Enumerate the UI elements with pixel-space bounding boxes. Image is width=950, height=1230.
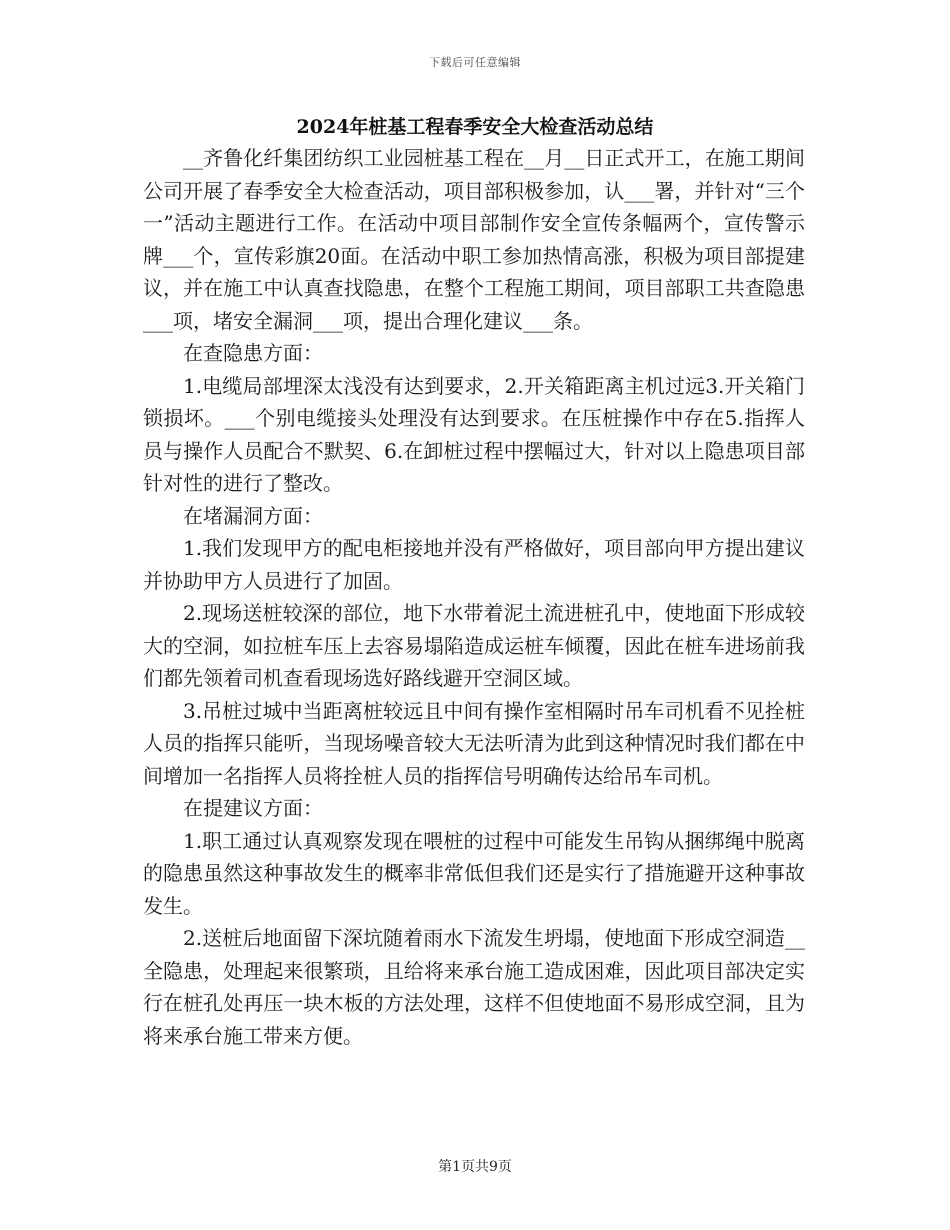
paragraph-hazards-list: 1.电缆局部埋深太浅没有达到要求，2.开关箱距离主机过远3.开关箱门锁损坏。___个别电缆接头处理没有达到要求。在压桩操作中存在5.指挥人员与操作人员配合不默契、6.在卸桩过程中摆幅过大，针对以上隐患项目部针对性的进行了整改。 [143,373,805,495]
section-heading-loopholes: 在堵漏洞方面： [183,503,323,528]
paragraph-suggestion-2: 2.送桩后地面留下深坑随着雨水下流发生坍塌，使地面下形成空洞造__全隐患，处理起来很繁琐，且给将来承台施工造成困难，因此项目部决定实行在桩孔处再压一块木板的方法处理，这样不但使地面不易形成空洞，且为将来承台施工带来方便。 [143,926,805,1048]
document-body [143,142,805,1052]
paragraph-suggestion-1: 1.职工通过认真观察发现在喂桩的过程中可能发生吊钩从捆绑绳中脱离的隐患虽然这种事故发生的概率非常低但我们还是实行了措施避开这种事故发生。 [143,828,805,918]
section-heading-hazards: 在查隐患方面： [183,341,323,365]
document-title: 2024年桩基工程春季安全大检查活动总结 [296,116,654,138]
header-note: 下载后可任意编辑 [429,56,521,69]
paragraph-loophole-1: 1.我们发现甲方的配电柜接地并没有严格做好，项目部向甲方提出建议并协助甲方人员进行了加固。 [143,536,805,593]
page-footer: 第1页共9页 [438,1159,512,1175]
section-heading-suggestions: 在提建议方面： [183,796,323,820]
paragraph-intro: __齐鲁化纤集团纺织工业园桩基工程在__月__日正式开工，在施工期间公司开展了春季安全大检查活动，项目部积极参加，认___署，并针对“三个一”活动主题进行工作。在活动中项目部制作安全宣传条幅两个，宣传警示牌___个，宣传彩旗20面。在活动中职工参加热情高涨，积极为项目部提建议，并在施工中认真查找隐患，在整个工程施工期间，项目部职工共查隐患___项，堵安全漏洞___项，提出合理化建议___条。 [143,146,805,333]
paragraph-loophole-3: 3.吊桩过城中当距离桩较远且中间有操作室相隔时吊车司机看不见拴桩人员的指挥只能听，当现场噪音较大无法听清为此到这种情况时我们都在中间增加一名指挥人员将拴桩人员的指挥信号明确传达给吊车司机。 [143,698,805,788]
paragraph-loophole-2: 2.现场送桩较深的部位，地下水带着泥土流进桩孔中，使地面下形成较大的空洞，如拉桩车压上去容易塌陷造成运桩车倾覆，因此在桩车进场前我们都先领着司机查看现场选好路线避开空洞区域。 [143,601,805,690]
